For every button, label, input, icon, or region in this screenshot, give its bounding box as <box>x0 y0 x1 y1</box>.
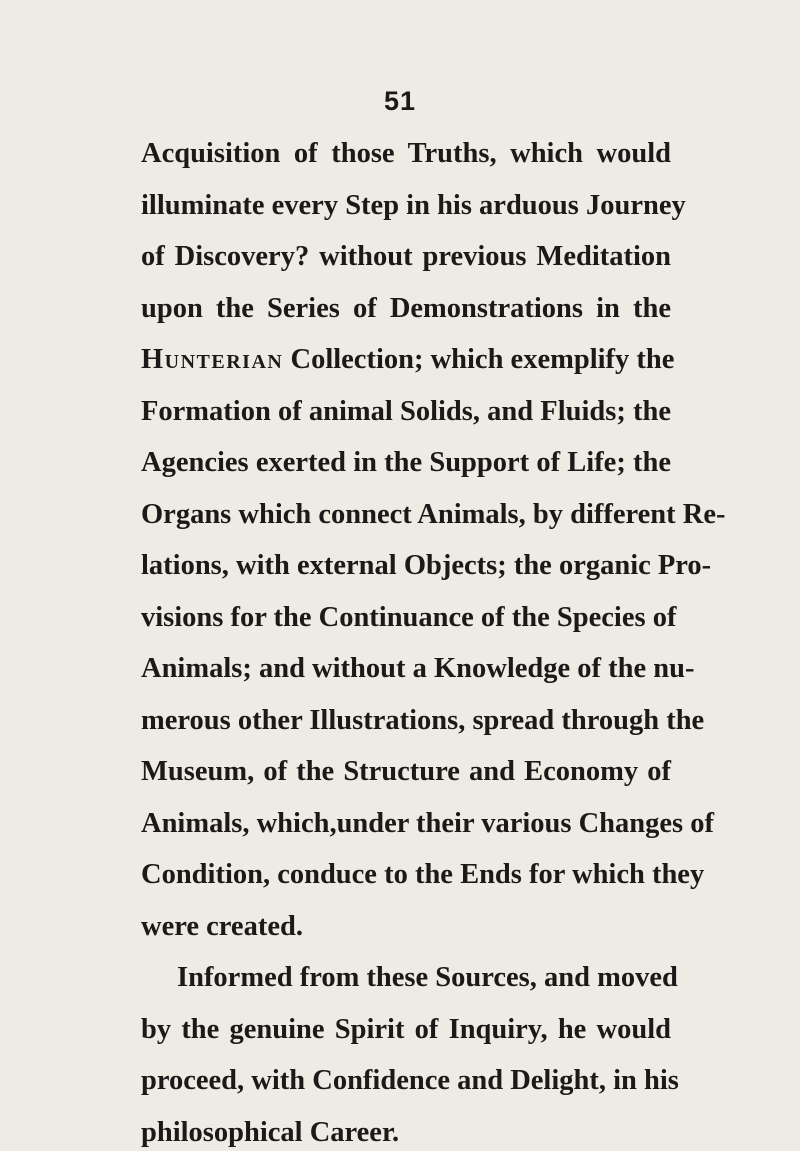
text-line: upon the Series of Demonstrations in the <box>141 292 671 324</box>
text-line: philosophical Career. <box>141 1116 400 1148</box>
text-line: Agencies exerted in the Support of Life; the <box>141 447 671 478</box>
text-line <box>141 342 675 378</box>
text-line: were created. <box>141 910 303 942</box>
hunterian-smallcaps: Hunterian <box>141 344 284 375</box>
text-line: lations, with external Objects; the organic Pro- <box>141 550 712 581</box>
text-line: proceed, with Confidence and Delight, in his <box>141 1065 679 1096</box>
text-line: Animals, which,under their various Changes of <box>141 807 714 839</box>
text-line: of Discovery? without previous Meditation <box>141 241 671 272</box>
text-line: Museum, of the Structure and Economy of <box>141 756 671 787</box>
text-line: merous other Illustrations, spread through the <box>141 704 705 736</box>
text-line: Organs which connect Animals, by different Re- <box>141 498 726 530</box>
text-line: Informed from these Sources, and moved <box>177 962 678 993</box>
text-line: illuminate every Step in his arduous Journey <box>141 189 686 221</box>
text-line: Condition, conduce to the Ends for which they <box>141 859 705 890</box>
text-line-rest: Collection; which exemplify the <box>283 344 675 375</box>
text-line: Formation of animal Solids, and Fluids; the <box>141 395 671 427</box>
text-line: by the genuine Spirit of Inquiry, he would <box>141 1013 671 1045</box>
text-line: Acquisition of those Truths, which would <box>141 138 671 169</box>
text-line: Animals; and without a Knowledge of the nu- <box>141 653 695 684</box>
text-line: visions for the Continuance of the Species of <box>141 601 677 633</box>
page-number: 51 <box>383 86 417 116</box>
